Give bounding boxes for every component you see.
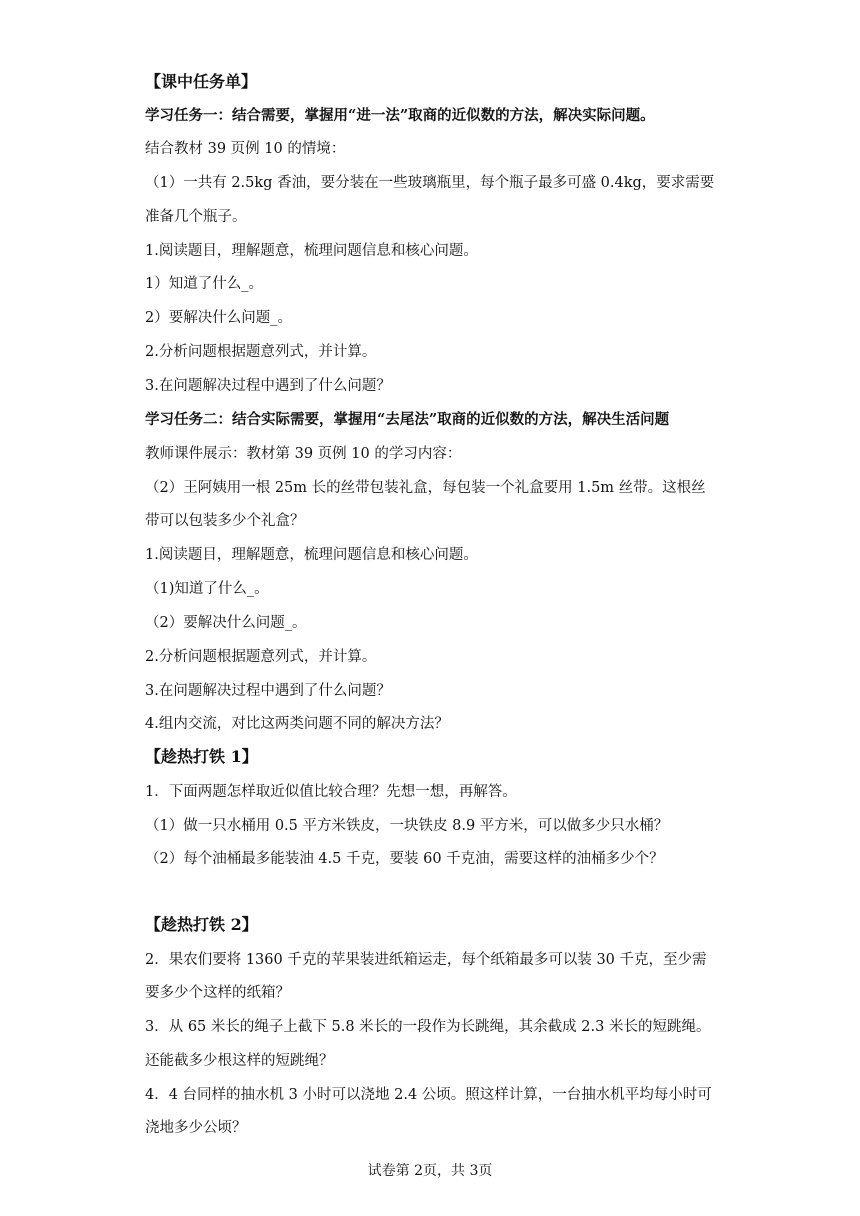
task2-step1-b: （2）要解决什么问题_。 — [145, 615, 307, 631]
task1-problem-line1: （1）一共有 2.5kg 香油，要分装在一些玻璃瓶里，每个瓶子最多可盛 0.4kg，要求需要 — [145, 175, 715, 191]
practice2-q4-line2: 浇地多少公顷？ — [145, 1120, 247, 1136]
practice1-q1-a: （1）做一只水桶用 0.5 平方米铁皮，一块铁皮 8.9 平方米，可以做多少只水桶？ — [145, 818, 669, 834]
task1-step1: 1.阅读题目，理解题意，梳理问题信息和核心问题。 — [145, 243, 478, 259]
task1-step1-b: 2）要解决什么问题_。 — [145, 310, 292, 326]
task2-step1: 1.阅读题目，理解题意，梳理问题信息和核心问题。 — [145, 547, 478, 563]
task2-step1-a: （1)知道了什么_。 — [145, 581, 269, 597]
task1-title: 学习任务一：结合需要，掌握用“进一法”取商的近似数的方法，解决实际问题。 — [145, 107, 655, 124]
practice2-q3-line2: 还能截多少根这样的短跳绳？ — [145, 1053, 334, 1069]
task2-step3: 3.在问题解决过程中遇到了什么问题？ — [145, 683, 391, 699]
task2-problem-line1: （2）王阿姨用一根 25m 长的丝带包装礼盒，每包装一个礼盒要用 1.5m 丝带。这根丝 — [145, 480, 706, 496]
task1-step2: 2.分析问题根据题意列式，并计算。 — [145, 344, 377, 360]
practice2-q2-line1: 2．果农们要将 1360 千克的苹果装进纸箱运走，每个纸箱最多可以装 30 千克，至少需 — [145, 952, 707, 968]
practice2-header: 【趁热打铁 2】 — [145, 915, 258, 934]
task2-title: 学习任务二：结合实际需要，掌握用“去尾法”取商的近似数的方法，解决生活问题 — [145, 411, 670, 428]
practice1-header: 【趁热打铁 1】 — [145, 747, 258, 766]
task1-step3: 3.在问题解决过程中遇到了什么问题？ — [145, 378, 391, 394]
task1-step1-a: 1）知道了什么_。 — [145, 276, 263, 292]
practice1-q1: 1．下面两题怎样取近似值比较合理？先想一想，再解答。 — [145, 784, 517, 800]
task-header: 【课中任务单】 — [145, 72, 258, 91]
practice2-q4-line1: 4．4 台同样的抽水机 3 小时可以浇地 2.4 公顷。照这样计算，一台抽水机平均每小时可 — [145, 1087, 712, 1103]
task1-problem-line2: 准备几个瓶子。 — [145, 209, 247, 225]
practice2-q3-line1: 3．从 65 米长的绳子上截下 5.8 米长的一段作为长跳绳，其余截成 2.3 米长的短跳绳。 — [145, 1019, 711, 1035]
task2-step2: 2.分析问题根据题意列式，并计算。 — [145, 649, 377, 665]
task2-problem-line2: 带可以包装多少个礼盒？ — [145, 513, 305, 529]
task2-step4: 4.组内交流，对比这两类问题不同的解决方法？ — [145, 716, 449, 732]
practice1-q1-b: （2）每个油桶最多能装油 4.5 千克，要装 60 千克油，需要这样的油桶多少个？ — [145, 851, 664, 867]
task2-intro: 教师课件展示：教材第 39 页例 10 的学习内容： — [145, 446, 462, 462]
page-footer: 试卷第 2页，共 3页 — [367, 1163, 493, 1179]
task1-intro: 结合教材 39 页例 10 的情境： — [145, 141, 346, 157]
practice2-q2-line2: 要多少个这样的纸箱？ — [145, 985, 290, 1001]
